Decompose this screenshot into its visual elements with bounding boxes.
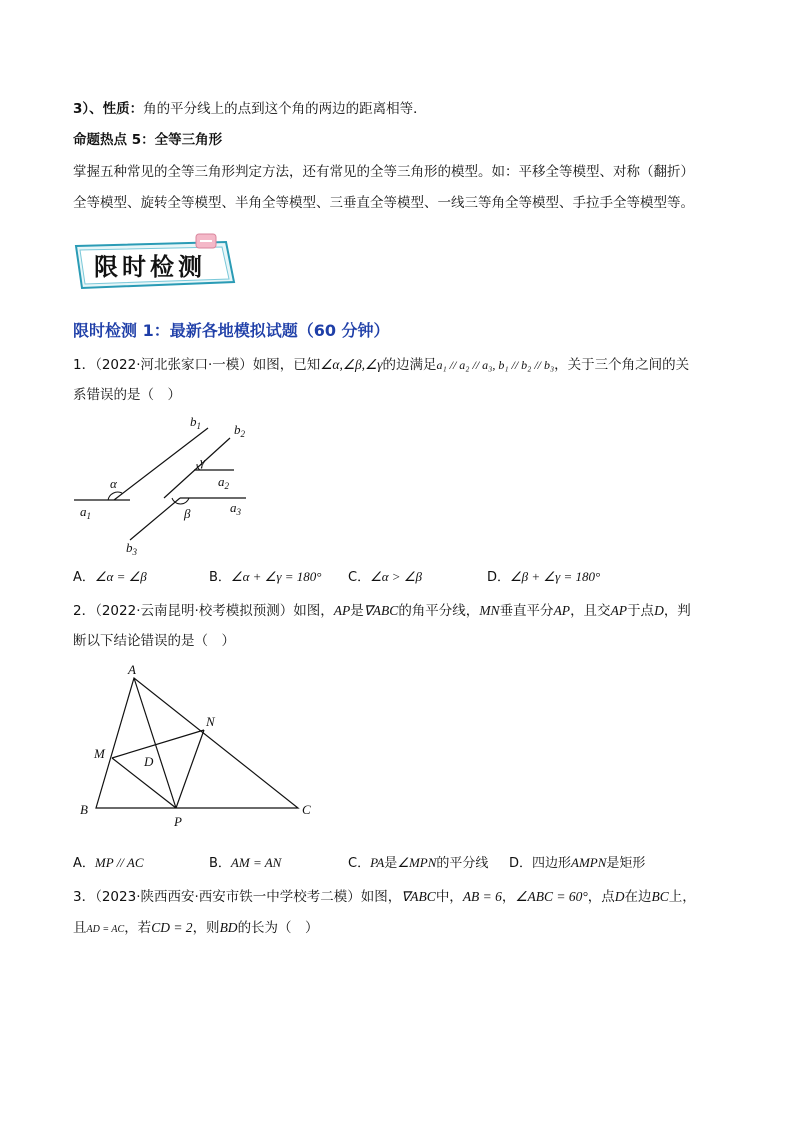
- property-lead: 3）、性质：: [73, 101, 144, 117]
- q2-figure: [72, 664, 322, 834]
- line-b3: [130, 498, 180, 540]
- label-beta: β: [184, 506, 191, 521]
- label-b3: $b_3$: [126, 540, 137, 557]
- q1-option-b: B．∠α + ∠γ = 180°: [209, 569, 322, 585]
- q1-line-1: [73, 356, 689, 374]
- q1-figure: [68, 410, 258, 560]
- banner-text: 限时检测: [94, 252, 206, 281]
- segment-ap: [134, 678, 176, 808]
- q1-prefix: 1．（2022·河北张家口·一模）如图，已知: [73, 357, 321, 373]
- q3-line-1: 3．（2023·陕西西安·西安市铁一中学校考二模）如图，∇ABC中，AB = 6，∠ABC = 60°，点D在边BC上，: [73, 889, 696, 905]
- q1-option-a: A．∠α = ∠β: [73, 569, 147, 585]
- q1-suffix: ，关于三个角之间的关: [554, 357, 690, 373]
- property-text: 角的平分线上的点到这个角的两边的距离相等．: [143, 101, 427, 117]
- q2-option-d: D．四边形AMPN是矩形: [509, 855, 646, 871]
- q1-angles: ∠α,∠β,∠γ: [320, 357, 383, 372]
- q2-option-c: C．PA是∠MPN的平分线: [348, 855, 489, 871]
- point-p: P: [174, 814, 182, 829]
- vertex-c: C: [302, 802, 311, 817]
- q2-line-2: 断以下结论错误的是（ ）: [73, 633, 235, 649]
- triangle-abc: [96, 678, 298, 808]
- q2-option-a: A．MP // AC: [73, 855, 144, 871]
- hot-point-line-1: 掌握五种常见的全等三角形判定方法，还有常见的全等三角形的模型。如：平移全等模型、对称（翻折）: [73, 164, 694, 180]
- label-b1: $b_1$: [190, 414, 201, 431]
- point-d: D: [144, 754, 154, 769]
- q1-line-2: 系错误的是（ ）: [73, 387, 181, 403]
- line-b2: [164, 438, 230, 498]
- vertex-b: B: [80, 802, 88, 817]
- label-a3: $a_3$: [230, 500, 241, 517]
- point-m: M: [94, 746, 105, 761]
- property-line: [73, 100, 427, 118]
- section-title: 限时检测 1：最新各地模拟试题（60 分钟）: [73, 321, 390, 340]
- q2-option-b: B．AM = AN: [209, 855, 282, 871]
- segment-np: [176, 730, 204, 808]
- q1-option-d: D．∠β + ∠γ = 180°: [487, 569, 601, 585]
- q1-mid: 的边满足: [382, 357, 437, 373]
- q2-line-1: 2．（2022·云南昆明·校考模拟预测）如图，AP是∇ABC的角平分线，MN垂直平分AP，且交AP于点D，判: [73, 603, 691, 619]
- label-b2: $b_2$: [234, 422, 245, 439]
- q3-line-2: 且AD = AC，若CD = 2，则BD的长为（ ）: [73, 920, 319, 936]
- vertex-a: A: [128, 664, 136, 677]
- q1-option-c: C．∠α > ∠β: [348, 569, 422, 585]
- section-banner: [72, 232, 240, 292]
- label-a2: $a_2$: [218, 474, 229, 491]
- hot-point-title: 命题热点 5：全等三角形: [73, 132, 223, 148]
- hot-point-line-2: 全等模型、旋转全等模型、半角全等模型、三垂直全等模型、一线三等角全等模型、手拉手全等模型等。: [73, 195, 694, 211]
- label-gamma: γ: [200, 454, 206, 469]
- q1-condition: a₁ // a₂ // a₃, b₁ // b₂ // b₃: [436, 358, 555, 372]
- label-alpha: α: [110, 476, 117, 491]
- line-b1: [114, 428, 208, 500]
- point-n: N: [206, 714, 215, 729]
- label-a1: $a_1$: [80, 504, 91, 521]
